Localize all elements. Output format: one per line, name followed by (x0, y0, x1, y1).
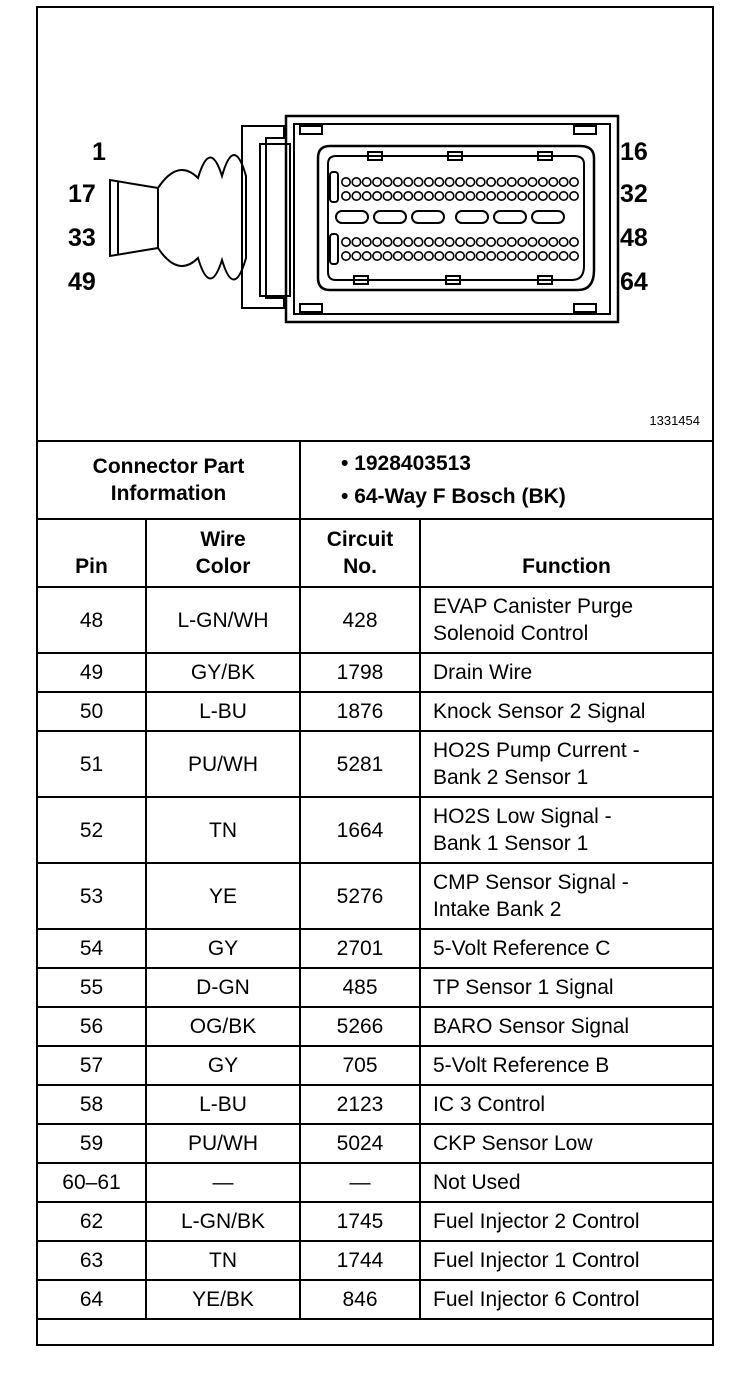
pin-cell: 52 (38, 797, 146, 863)
pin-hole (570, 238, 578, 246)
circuit-cell: 5276 (300, 863, 420, 929)
header-circuit-line2: No. (343, 555, 377, 578)
pin-hole (559, 252, 567, 260)
function-cell (420, 929, 712, 968)
pin-hole (528, 252, 536, 260)
pin-hole (559, 178, 567, 186)
pin-cell: 55 (38, 968, 146, 1007)
pin-hole (518, 238, 526, 246)
header-function: Function (420, 519, 712, 587)
function-line: Solenoid Control (433, 622, 589, 645)
pin-hole (373, 178, 381, 186)
connector-info-values (300, 441, 712, 519)
pin-hole (487, 252, 495, 260)
pin-cell: 58 (38, 1085, 146, 1124)
pin-hole (342, 238, 350, 246)
circuit-cell: 485 (300, 968, 420, 1007)
pin-hole (425, 238, 433, 246)
circuit-cell: 1744 (300, 1241, 420, 1280)
function-cell (420, 797, 712, 863)
pin-hole (425, 252, 433, 260)
pin-hole (570, 178, 578, 186)
function-cell (420, 1241, 712, 1280)
function-cell (420, 731, 712, 797)
function-cell (420, 968, 712, 1007)
connector-illustration (38, 8, 712, 442)
header-wire-color (146, 519, 300, 587)
pin-hole (363, 238, 371, 246)
connector-sheet (36, 6, 714, 1346)
connector-type-text: 64-Way F Bosch (BK) (354, 485, 566, 508)
pin-cell: 50 (38, 692, 146, 731)
pin-hole (549, 238, 557, 246)
pin-hole (518, 178, 526, 186)
connector-part-number-text: 1928403513 (354, 452, 471, 475)
pin-hole (425, 192, 433, 200)
header-wire-color-line2: Color (195, 555, 251, 578)
figure-id: 1331454 (649, 413, 700, 428)
pin-holes (342, 178, 578, 260)
pin-hole (352, 178, 360, 186)
function-line: BARO Sensor Signal (433, 1015, 630, 1038)
pin-hole (435, 252, 443, 260)
pin-hole (352, 252, 360, 260)
pin-cell: 51 (38, 731, 146, 797)
pin-hole (435, 192, 443, 200)
wire-color-cell: L-BU (146, 692, 300, 731)
pin-hole (497, 178, 505, 186)
table-row (38, 731, 712, 797)
pin-hole (528, 192, 536, 200)
pin-hole (352, 238, 360, 246)
circuit-cell: 846 (300, 1280, 420, 1319)
pin-hole (518, 192, 526, 200)
pin-hole (394, 238, 402, 246)
wire-color-cell: YE/BK (146, 1280, 300, 1319)
pin-hole (383, 252, 391, 260)
pin-hole (445, 178, 453, 186)
pin-hole (425, 178, 433, 186)
pin-cell: 49 (38, 653, 146, 692)
pin-cell: 63 (38, 1241, 146, 1280)
pin-hole (404, 238, 412, 246)
pin-hole (363, 178, 371, 186)
function-line: IC 3 Control (433, 1093, 546, 1116)
header-wire-color-line1: Wire (200, 528, 246, 551)
connector-drawing (38, 8, 712, 440)
pinout-rows (38, 587, 712, 1319)
table-row (38, 1124, 712, 1163)
function-cell (420, 1046, 712, 1085)
pin-hole (456, 252, 464, 260)
function-line: Bank 2 Sensor 1 (433, 766, 589, 789)
pin-cell: 64 (38, 1280, 146, 1319)
pin-hole (477, 178, 485, 186)
pin-hole (363, 192, 371, 200)
wire-color-cell: D-GN (146, 968, 300, 1007)
pin-hole (373, 238, 381, 246)
pin-label-right-1: 16 (620, 138, 648, 166)
pin-hole (477, 238, 485, 246)
pin-hole (352, 192, 360, 200)
pin-hole (363, 252, 371, 260)
pin-hole (477, 252, 485, 260)
connector-info-label-line2: Information (110, 482, 227, 505)
pin-label-right-4: 64 (620, 268, 648, 296)
pin-cell: 60–61 (38, 1163, 146, 1202)
connector-info-row (38, 441, 712, 519)
function-line: Fuel Injector 6 Control (433, 1288, 640, 1311)
wire-color-cell: GY/BK (146, 653, 300, 692)
function-line: CMP Sensor Signal - (433, 871, 629, 894)
function-cell (420, 1124, 712, 1163)
table-row (38, 1241, 712, 1280)
table-row (38, 1163, 712, 1202)
pin-hole (539, 252, 547, 260)
function-line: Not Used (433, 1171, 521, 1194)
pin-hole (570, 192, 578, 200)
circuit-cell: — (300, 1163, 420, 1202)
function-line: Fuel Injector 1 Control (433, 1249, 640, 1272)
table-row (38, 1046, 712, 1085)
pin-hole (435, 238, 443, 246)
table-row (38, 863, 712, 929)
pin-hole (508, 238, 516, 246)
function-line: 5-Volt Reference B (433, 1054, 610, 1077)
pin-cell: 54 (38, 929, 146, 968)
pin-label-left-2: 17 (68, 180, 96, 208)
pin-hole (466, 178, 474, 186)
pin-hole (383, 178, 391, 186)
function-cell (420, 1007, 712, 1046)
circuit-cell: 2123 (300, 1085, 420, 1124)
pin-hole (559, 238, 567, 246)
pin-hole (383, 238, 391, 246)
table-row (38, 929, 712, 968)
pin-hole (466, 192, 474, 200)
wire-color-cell: OG/BK (146, 1007, 300, 1046)
pin-hole (508, 178, 516, 186)
table-row (38, 968, 712, 1007)
table-row (38, 1085, 712, 1124)
function-cell (420, 692, 712, 731)
function-line: Knock Sensor 2 Signal (433, 700, 646, 723)
function-line: Fuel Injector 2 Control (433, 1210, 640, 1233)
function-line: Drain Wire (433, 661, 533, 684)
pin-cell: 53 (38, 863, 146, 929)
table-header-row (38, 519, 712, 587)
pin-hole (508, 192, 516, 200)
pin-hole (394, 252, 402, 260)
pin-hole (373, 252, 381, 260)
pin-hole (456, 238, 464, 246)
circuit-cell: 5266 (300, 1007, 420, 1046)
connector-type: • 64-Way F Bosch (BK) (341, 485, 566, 508)
pin-hole (445, 252, 453, 260)
pin-hole (404, 178, 412, 186)
pin-cell: 56 (38, 1007, 146, 1046)
header-circuit-no (300, 519, 420, 587)
circuit-cell: 2701 (300, 929, 420, 968)
wire-color-cell: L-GN/BK (146, 1202, 300, 1241)
circuit-cell: 1798 (300, 653, 420, 692)
table-row (38, 653, 712, 692)
pin-label-left-1: 1 (92, 138, 106, 166)
pin-hole (414, 178, 422, 186)
circuit-cell: 1745 (300, 1202, 420, 1241)
wire-color-cell: TN (146, 797, 300, 863)
table-row (38, 797, 712, 863)
table-row (38, 1202, 712, 1241)
pin-hole (445, 238, 453, 246)
function-cell (420, 587, 712, 653)
function-cell (420, 1280, 712, 1319)
pin-hole (414, 238, 422, 246)
pin-hole (539, 178, 547, 186)
function-cell (420, 863, 712, 929)
function-line: CKP Sensor Low (433, 1132, 593, 1155)
function-line: HO2S Pump Current - (433, 739, 640, 762)
wire-color-cell: GY (146, 1046, 300, 1085)
connector-info-label (38, 441, 300, 519)
connector-part-number: • 1928403513 (341, 452, 471, 475)
pin-cell: 62 (38, 1202, 146, 1241)
pin-hole (456, 192, 464, 200)
pin-cell: 59 (38, 1124, 146, 1163)
function-line: Intake Bank 2 (433, 898, 562, 921)
pin-hole (549, 252, 557, 260)
pin-hole (518, 252, 526, 260)
pin-hole (445, 192, 453, 200)
pin-hole (342, 192, 350, 200)
circuit-cell: 705 (300, 1046, 420, 1085)
header-pin: Pin (38, 519, 146, 587)
pin-hole (528, 238, 536, 246)
function-cell (420, 1163, 712, 1202)
pin-hole (497, 192, 505, 200)
pin-hole (528, 178, 536, 186)
connector-info-label-line1: Connector Part (92, 455, 245, 478)
pin-label-right-2: 32 (620, 180, 648, 208)
wire-color-cell: YE (146, 863, 300, 929)
pin-hole (539, 238, 547, 246)
function-line: Bank 1 Sensor 1 (433, 832, 589, 855)
pin-hole (570, 252, 578, 260)
pin-hole (404, 192, 412, 200)
pin-hole (466, 252, 474, 260)
circuit-cell: 5281 (300, 731, 420, 797)
pin-hole (394, 178, 402, 186)
function-cell (420, 1085, 712, 1124)
wire-color-cell: — (146, 1163, 300, 1202)
wire-color-cell: TN (146, 1241, 300, 1280)
wire-color-cell: PU/WH (146, 1124, 300, 1163)
pin-hole (487, 192, 495, 200)
function-line: 5-Volt Reference C (433, 937, 611, 960)
pin-hole (487, 238, 495, 246)
pin-label-left-3: 33 (68, 224, 96, 252)
pin-hole (342, 252, 350, 260)
circuit-cell: 1876 (300, 692, 420, 731)
pin-hole (404, 252, 412, 260)
header-circuit-line1: Circuit (326, 528, 394, 551)
circuit-cell: 428 (300, 587, 420, 653)
table-row (38, 1280, 712, 1319)
function-cell (420, 653, 712, 692)
pin-hole (373, 192, 381, 200)
pin-hole (342, 178, 350, 186)
pin-label-left-4: 49 (68, 268, 96, 296)
pin-hole (414, 252, 422, 260)
pin-hole (414, 192, 422, 200)
pin-hole (435, 178, 443, 186)
circuit-cell: 1664 (300, 797, 420, 863)
function-line: EVAP Canister Purge (433, 595, 633, 618)
pin-hole (497, 252, 505, 260)
pin-hole (456, 178, 464, 186)
pin-hole (466, 238, 474, 246)
wire-color-cell: L-BU (146, 1085, 300, 1124)
function-line: TP Sensor 1 Signal (433, 976, 614, 999)
pin-hole (383, 192, 391, 200)
wire-color-cell: PU/WH (146, 731, 300, 797)
wire-color-cell: L-GN/WH (146, 587, 300, 653)
pin-hole (549, 192, 557, 200)
pinout-table (38, 440, 712, 1320)
pin-hole (549, 178, 557, 186)
pin-hole (497, 238, 505, 246)
table-row (38, 587, 712, 653)
pin-hole (477, 192, 485, 200)
wire-color-cell: GY (146, 929, 300, 968)
table-row (38, 1007, 712, 1046)
pin-hole (508, 252, 516, 260)
pin-hole (559, 192, 567, 200)
pin-label-right-3: 48 (620, 224, 648, 252)
table-row (38, 692, 712, 731)
pin-hole (539, 192, 547, 200)
pin-hole (487, 178, 495, 186)
function-line: HO2S Low Signal - (433, 805, 612, 828)
pin-cell: 48 (38, 587, 146, 653)
pin-hole (394, 192, 402, 200)
function-cell (420, 1202, 712, 1241)
circuit-cell: 5024 (300, 1124, 420, 1163)
pin-cell: 57 (38, 1046, 146, 1085)
